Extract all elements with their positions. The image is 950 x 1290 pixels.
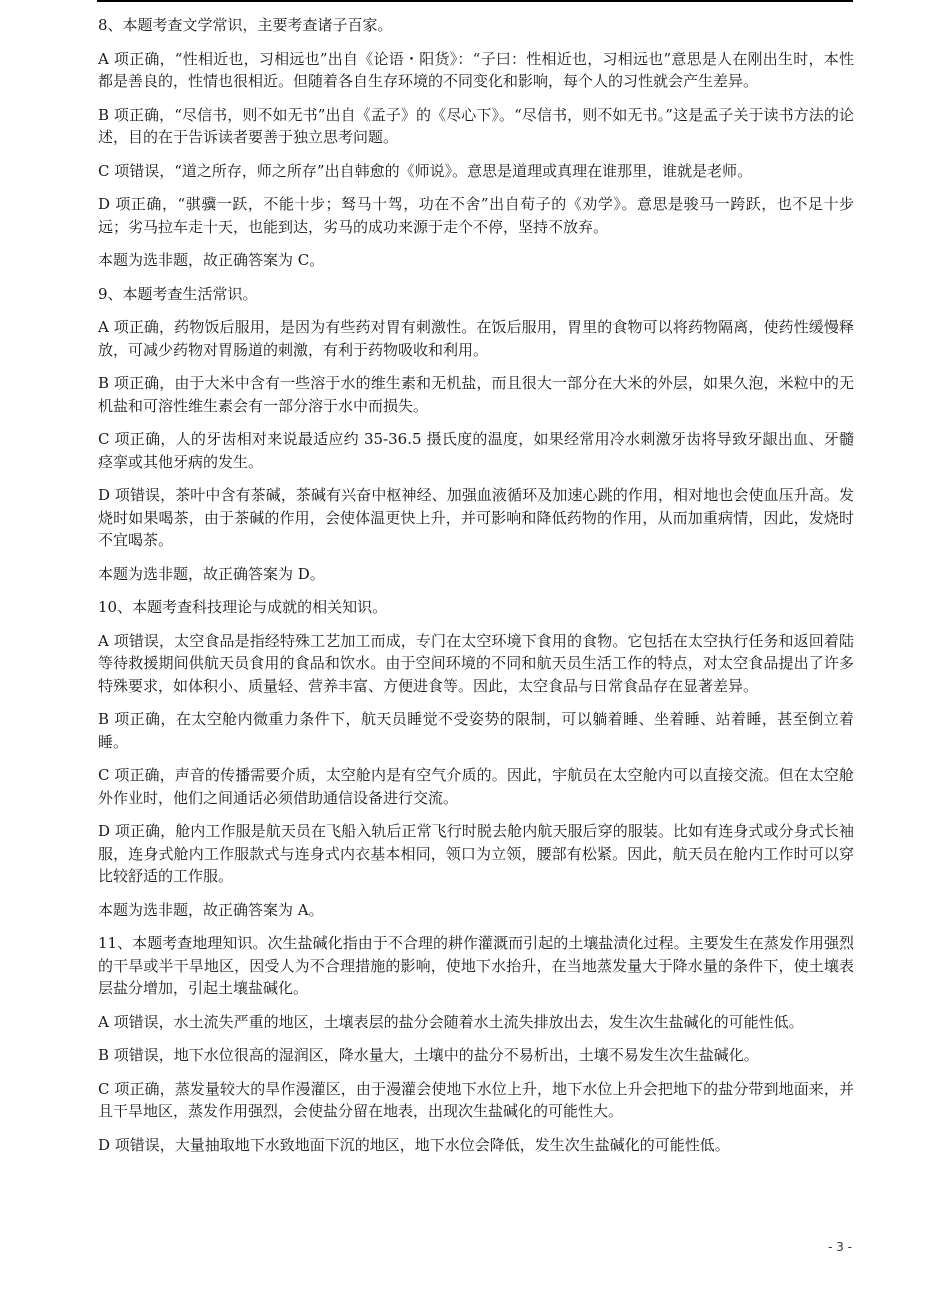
question-8-heading: 8、本题考查文学常识，主要考查诸子百家。: [98, 16, 393, 34]
question-11-heading: 11、本题考查地理知识。次生盐碱化指由于不合理的耕作灌溉而引起的土壤盐渍化过程。主要发生在蒸发作用强烈的干旱或半干旱地区，因受人为不合理措施的影响，使地下水抬升，在当地蒸发量大于降水量的条件下，使土壤表层盐分增加，引起土壤盐碱化。: [98, 934, 854, 997]
question-9-option-d: D 项错误，茶叶中含有茶碱，茶碱有兴奋中枢神经、加强血液循环及加速心跳的作用，相对地也会使血压升高。发烧时如果喝茶，由于茶碱的作用，会使体温更快上升，并可影响和降低药物的作用，从而加重病情，因此，发烧时不宜喝茶。: [98, 486, 854, 549]
question-9-option-a: A 项正确，药物饭后服用，是因为有些药对胃有刺激性。在饭后服用，胃里的食物可以将药物隔离，使药性缓慢释放，可减少药物对胃肠道的刺激，有利于药物吸收和利用。: [98, 318, 854, 359]
document-body: [98, 14, 854, 1167]
question-10-heading: 10、本题考查科技理论与成就的相关知识。: [98, 598, 388, 616]
question-9-option-c: C 项正确，人的牙齿相对来说最适应约 35-36.5 摄氏度的温度，如果经常用冷水刺激牙齿将导致牙龈出血、牙髓痉挛或其他牙病的发生。: [98, 430, 854, 471]
question-8-option-c: C 项错误，“道之所存，师之所存”出自韩愈的《师说》。意思是道理或真理在谁那里，谁就是老师。: [98, 161, 753, 180]
page-number: - 3 -: [828, 1240, 852, 1254]
question-8-option-a: A 项正确，“性相近也，习相远也”出自《论语・阳货》：“子曰：性相近也，习相远也”意思是人在刚出生时，本性都是善良的，性情也很相近。但随着各自生存环境的不同变化和影响，每个人的习性就会产生差异。: [98, 49, 854, 90]
question-8-answer: 本题为选非题，故正确答案为 C。: [98, 251, 325, 269]
question-11-option-c: C 项正确，蒸发量较大的旱作漫灌区，由于漫灌会使地下水位上升，地下水位上升会把地下的盐分带到地面来，并且干旱地区，蒸发作用强烈，会使盐分留在地表，出现次生盐碱化的可能性大。: [98, 1079, 854, 1120]
question-10-option-c: C 项正确，声音的传播需要介质，太空舱内是有空气介质的。因此，宇航员在太空舱内可以直接交流。但在太空舱外作业时，他们之间通话必须借助通信设备进行交流。: [98, 766, 854, 807]
question-8-option-d: D 项正确，“骐骥一跃，不能十步；驽马十驾，功在不舍”出自荀子的《劝学》。意思是骏马一跨跃，也不足十步远；劣马拉车走十天，也能到达，劣马的成功来源于走个不停，坚持不放弃。: [98, 195, 854, 236]
question-11-option-d: D 项错误，大量抽取地下水致地面下沉的地区，地下水位会降低，发生次生盐碱化的可能性低。: [98, 1135, 730, 1154]
question-10-option-d: D 项正确，舱内工作服是航天员在飞船入轨后正常飞行时脱去舱内航天服后穿的服装。比如有连身式或分身式长袖服，连身式舱内工作服款式与连身式内衣基本相同，领口为立领，腰部有松紧。因此，航天员在舱内工作时可以穿比较舒适的工作服。: [98, 822, 854, 885]
question-11-option-b: B 项错误，地下水位很高的湿润区，降水量大，土壤中的盐分不易析出，土壤不易发生次生盐碱化。: [98, 1046, 759, 1064]
header-rule: [97, 0, 853, 2]
question-10-option-a: A 项错误，太空食品是指经特殊工艺加工而成，专门在太空环境下食用的食物。它包括在太空执行任务和返回着陆等待救援期间供航天员食用的食品和饮水。由于空间环境的不同和航天员生活工作的特点，对太空食品提出了许多特殊要求，如体积小、质量轻、营养丰富、方便进食等。因此，太空食品与日常食品存在显著差异。: [98, 631, 854, 695]
question-8-option-b: B 项正确，“尽信书，则不如无书”出自《孟子》的《尽心下》。“尽信书，则不如无书。”这是孟子关于读书方法的论述，目的在于告诉读者要善于独立思考问题。: [98, 105, 854, 146]
question-9-answer: 本题为选非题，故正确答案为 D。: [98, 564, 325, 583]
question-9-option-b: B 项正确，由于大米中含有一些溶于水的维生素和无机盐，而且很大一部分在大米的外层，如果久泡，米粒中的无机盐和可溶性维生素会有一部分溶于水中而损失。: [98, 374, 854, 415]
question-9-heading: 9、本题考查生活常识。: [98, 284, 258, 303]
question-10-option-b: B 项正确，在太空舱内微重力条件下，航天员睡觉不受姿势的限制，可以躺着睡、坐着睡、站着睡，甚至倒立着睡。: [98, 710, 854, 751]
question-10-answer: 本题为选非题，故正确答案为 A。: [98, 900, 324, 919]
question-11-option-a: A 项错误，水土流失严重的地区，土壤表层的盐分会随着水土流失排放出去，发生次生盐碱化的可能性低。: [98, 1012, 804, 1031]
